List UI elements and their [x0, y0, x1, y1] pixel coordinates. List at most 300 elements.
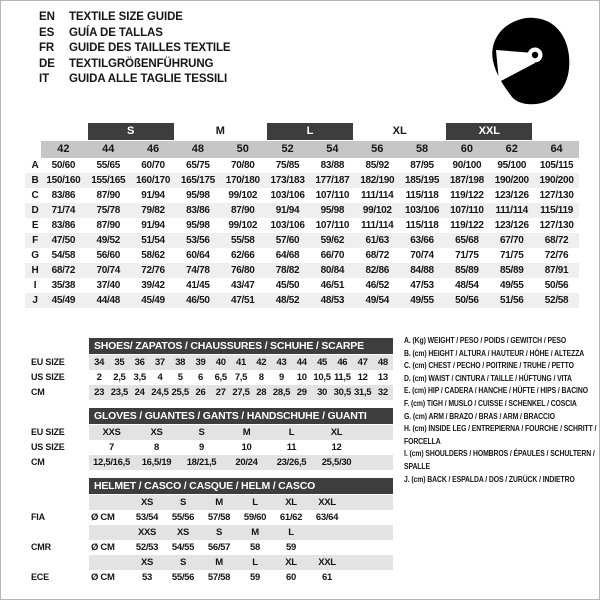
legend-entry: F. (cm) TIGH / MUSLO / CUISSE / SCHENKEL / COSCIA [404, 398, 577, 408]
size-value: 59 [286, 542, 296, 553]
row-band [89, 355, 393, 370]
unit-cell: Ø CM [91, 512, 115, 523]
measure-value: 50/56 [544, 280, 569, 291]
measure-value: 115/118 [405, 220, 439, 231]
measure-value: 87/90 [96, 220, 120, 231]
measure-value: 44/48 [96, 295, 120, 306]
size-value: XS [150, 427, 163, 438]
size-value: L [252, 497, 258, 508]
row-band [89, 540, 393, 555]
row-label: CM [31, 457, 45, 467]
measure-value: 51/56 [499, 295, 524, 306]
helmet-row [31, 570, 393, 585]
measure-value: 107/110 [315, 190, 350, 201]
numeric-size: 44 [86, 141, 131, 158]
textile-row-e [25, 218, 579, 233]
size-value: 53 [142, 572, 152, 583]
gloves-row [31, 455, 393, 470]
textile-size-table [25, 123, 579, 308]
measure-value: 45/50 [275, 280, 300, 291]
measure-value: 85/89 [455, 265, 479, 276]
size-value: 9 [199, 442, 204, 453]
size-value: 30,5 [333, 387, 351, 398]
table-header-row [31, 408, 393, 424]
legend-entry: E. (cm) HIP / CADERA / HANCHE / HÜFTE / HIPS / BACINO [404, 386, 588, 396]
helmet-row [31, 555, 393, 570]
size-value: 27,5 [232, 387, 250, 398]
size-value: 36 [134, 357, 145, 368]
size-value: 59 [250, 572, 260, 583]
measure-value: 99/102 [228, 190, 258, 201]
row-label [31, 525, 89, 540]
size-value: 4 [157, 372, 163, 383]
table-title-bar: HELMET / CASCO / CASQUE / HELM / CASCO [89, 478, 393, 494]
measure-value: 75/78 [96, 205, 120, 216]
legend-entry: D. (cm) WAIST / CINTURA / TAILLE / HÜFTUNG / VITA [404, 373, 572, 383]
size-value: 10 [241, 442, 252, 453]
measure-row-label: H [31, 265, 39, 276]
unit-cell: Ø CM [91, 542, 115, 553]
size-value: 61 [322, 572, 332, 583]
legend-entry: I. (cm) SHOULDERS / HOMBROS / ÉPAULES / SCHULTERN / SPALLE [404, 449, 595, 471]
size-value: 11 [286, 442, 297, 453]
language-line [39, 41, 231, 57]
measure-value: 83/86 [186, 205, 210, 216]
measure-value: 103/106 [270, 220, 305, 231]
measure-value: 48/54 [455, 280, 479, 291]
gloves-row [31, 440, 393, 455]
measure-value: 103/106 [270, 190, 305, 201]
size-value: 56/57 [207, 542, 231, 553]
table-header-row [31, 478, 393, 494]
measure-row-label: I [33, 280, 37, 291]
table-header-row [31, 338, 393, 354]
measure-value: 78/82 [275, 265, 300, 276]
row-label: EU SIZE [31, 357, 65, 367]
size-value: M [242, 427, 251, 438]
size-value: 24,5 [151, 387, 169, 398]
size-value: 10,5 [313, 372, 331, 383]
unit-cell [89, 555, 129, 570]
corner-cell [25, 141, 41, 158]
size-value: 54/55 [171, 542, 195, 553]
size-value: 37 [154, 357, 165, 368]
measure-value: 95/100 [497, 160, 527, 171]
measure-value: 45/49 [51, 295, 76, 306]
measure-value: 61/63 [365, 235, 389, 246]
measure-value: 99/102 [228, 220, 258, 231]
measure-value: 150/160 [46, 175, 81, 186]
measure-value: 82/86 [365, 265, 389, 276]
helmet-icon [490, 16, 572, 108]
measure-value: 63/66 [410, 235, 434, 246]
measure-row-label: A [31, 160, 39, 171]
size-value: 63/64 [315, 512, 339, 523]
measure-value: 50/56 [455, 295, 479, 306]
measure-value: 45/49 [141, 295, 165, 306]
gloves-row [31, 425, 393, 440]
numeric-size: 56 [355, 141, 400, 158]
size-value: XL [285, 497, 297, 508]
size-value: 23 [94, 387, 105, 398]
size-value: 46 [337, 357, 348, 368]
size-value: 39 [195, 357, 206, 368]
size-value: 18/21,5 [186, 457, 217, 468]
measure-value: 71/75 [499, 250, 524, 261]
textile-size-group-row [25, 123, 579, 141]
size-value: 5 [177, 372, 183, 383]
size-value: 24 [134, 387, 145, 398]
row-label [31, 495, 89, 510]
size-group-l: L [267, 123, 353, 140]
measure-value: 49/55 [499, 280, 524, 291]
numeric-size: 48 [175, 141, 220, 158]
size-value: 60 [286, 572, 296, 583]
helmet-row [31, 540, 393, 555]
guide-title: GUIDE DES TAILLES TEXTILE [69, 42, 231, 55]
size-value: 57/58 [207, 512, 231, 523]
measure-value: 43/47 [230, 280, 255, 291]
helmet-row [31, 525, 393, 540]
measure-value: 66/70 [320, 250, 345, 261]
measure-value: 49/54 [365, 295, 389, 306]
measure-value: 80/84 [320, 265, 345, 276]
measure-row-label: F [32, 235, 38, 246]
size-value: 41 [236, 357, 246, 368]
size-value: 44 [296, 357, 307, 368]
measure-value: 46/50 [186, 295, 210, 306]
measure-value: 111/114 [495, 205, 528, 216]
measure-value: 52/58 [544, 295, 569, 306]
textile-row-i [25, 278, 579, 293]
size-group-xl: XL [392, 125, 407, 137]
measure-value: 123/126 [494, 190, 529, 201]
measure-row-label: E [31, 220, 39, 231]
measure-value: 91/94 [275, 205, 300, 216]
measure-value: 83/86 [51, 220, 76, 231]
size-value: 16,5/19 [141, 457, 172, 468]
size-value: 42 [256, 357, 267, 368]
measure-value: 46/51 [320, 280, 345, 291]
table-title-bar: GLOVES / GUANTES / GANTS / HANDSCHUHE / GUANTI [89, 408, 393, 424]
textile-row-g [25, 248, 579, 263]
measure-value: 190/200 [494, 175, 529, 186]
size-value: 58 [250, 542, 260, 553]
header-spacer [31, 408, 89, 424]
guide-title: TEXTILE SIZE GUIDE [69, 11, 183, 23]
textile-row-b [25, 173, 579, 188]
size-value: XXS [137, 527, 157, 538]
row-band [89, 455, 393, 470]
size-value: 8 [154, 442, 159, 453]
size-value: M [251, 527, 259, 538]
measure-value: 115/118 [405, 190, 439, 201]
numeric-size: 62 [489, 141, 534, 158]
legend-entry: A. (Kg) WEIGHT / PESO / POIDS / GEWITCH / PESO [404, 336, 567, 345]
measure-value: 85/89 [499, 265, 524, 276]
measure-value: 47/50 [51, 235, 76, 246]
legend-entry: G. (cm) ARM / BRAZO / BRAS / ARM / BRACCIO [404, 411, 555, 421]
size-value: 8 [258, 372, 264, 383]
size-value: 12 [331, 442, 342, 453]
measure-value: 107/110 [315, 220, 350, 231]
size-value: 38 [175, 357, 186, 368]
measure-value: 111/114 [361, 190, 394, 201]
size-value: XXL [318, 497, 336, 508]
size-value: XXL [318, 557, 336, 568]
measure-value: 170/180 [225, 175, 260, 186]
row-band [89, 525, 393, 540]
shoes-row [31, 370, 393, 385]
measure-value: 91/94 [141, 190, 165, 201]
header-spacer [31, 338, 89, 354]
language-line [39, 26, 231, 42]
size-value: S [215, 527, 223, 538]
measure-value: 155/165 [91, 175, 126, 186]
measure-value: 84/88 [410, 265, 434, 276]
measure-value: 60/70 [141, 160, 165, 171]
gloves-size-table [31, 408, 393, 470]
measure-value: 75/85 [275, 160, 300, 171]
measure-value: 68/72 [365, 250, 389, 261]
textile-row-f [25, 233, 579, 248]
measure-value: 50/60 [51, 160, 76, 171]
measure-value: 70/74 [410, 250, 434, 261]
size-value: 12,5/16,5 [93, 457, 130, 468]
size-group-m: M [215, 125, 225, 137]
size-value: 30 [317, 387, 328, 398]
size-value: 7 [109, 442, 114, 453]
measure-value: 119/122 [450, 220, 484, 231]
measure-value: 65/68 [455, 235, 479, 246]
textile-numeric-size-row [25, 141, 579, 158]
measure-value: 83/86 [51, 190, 76, 201]
measure-value: 55/65 [96, 160, 120, 171]
size-value: L [288, 427, 295, 438]
size-value: XL [330, 427, 343, 438]
size-value: 35 [114, 357, 125, 368]
measure-value: 127/130 [539, 190, 574, 201]
size-value: 55/56 [171, 572, 195, 583]
row-band [89, 510, 393, 525]
size-value: 43 [276, 357, 287, 368]
measure-value: 70/74 [96, 265, 120, 276]
measure-value: 71/75 [455, 250, 479, 261]
measure-value: 160/170 [136, 175, 171, 186]
measure-value: 47/51 [230, 295, 255, 306]
measure-row-label: J [32, 295, 38, 306]
language-code: ES [39, 26, 55, 39]
measure-value: 115/119 [540, 205, 574, 216]
measure-value: 49/55 [410, 295, 434, 306]
size-value: 13 [377, 372, 388, 383]
size-value: L [288, 527, 294, 538]
shoes-size-table [31, 338, 393, 400]
size-group-xxl: XXL [446, 123, 532, 140]
measure-value: 47/53 [410, 280, 434, 291]
size-value: 27 [215, 387, 226, 398]
numeric-size: 58 [400, 141, 445, 158]
measure-value: 58/62 [141, 250, 165, 261]
size-value: XS [176, 527, 190, 538]
unit-cell [89, 495, 129, 510]
size-value: 12 [357, 372, 368, 383]
size-value: 40 [215, 357, 226, 368]
size-value: S [179, 497, 187, 508]
size-value: M [215, 497, 223, 508]
language-line [39, 57, 231, 73]
measure-value: 185/195 [405, 175, 440, 186]
measure-value: 85/92 [365, 160, 389, 171]
numeric-size: 46 [131, 141, 176, 158]
size-value: 57/58 [207, 572, 231, 583]
row-band [89, 370, 393, 385]
measure-value: 95/98 [320, 205, 345, 216]
row-band [89, 495, 393, 510]
size-value: XS [140, 497, 154, 508]
legend-entry: B. (cm) HEIGHT / ALTURA / HAUTEUR / HÖHE / ALTEZZA [404, 348, 585, 358]
size-value: M [215, 557, 223, 568]
size-value: XL [285, 557, 297, 568]
measure-row-label: B [31, 175, 39, 186]
measure-value: 55/58 [230, 235, 255, 246]
size-value: 6 [197, 372, 203, 383]
measure-value: 64/68 [275, 250, 300, 261]
size-value: 48 [377, 357, 388, 368]
language-code: DE [39, 57, 55, 70]
row-band [89, 385, 393, 400]
measure-value: 51/54 [141, 235, 165, 246]
measure-value: 70/80 [230, 160, 255, 171]
legend-entry: J. (cm) BACK / ESPALDA / DOS / ZURÜCK / INDIETRO [404, 474, 575, 484]
measure-value: 76/80 [230, 265, 255, 276]
size-value: 23/26,5 [276, 457, 307, 468]
language-line [39, 10, 231, 26]
textile-row-d [25, 203, 579, 218]
size-value [309, 540, 345, 555]
header-spacer [31, 478, 89, 494]
language-line [39, 72, 231, 88]
measure-value: 49/52 [96, 235, 120, 246]
size-value: 34 [94, 357, 105, 368]
measure-value: 46/52 [365, 280, 389, 291]
size-value: S [179, 557, 187, 568]
row-band [89, 440, 393, 455]
measure-value: 87/91 [544, 265, 569, 276]
size-value: 10 [296, 372, 307, 383]
measure-value: 79/82 [141, 205, 165, 216]
size-value [309, 525, 345, 540]
measure-value: 54/58 [51, 250, 76, 261]
textile-row-j [25, 293, 579, 308]
measure-value: 53/56 [186, 235, 210, 246]
measure-value: 187/198 [449, 175, 484, 186]
measure-value: 95/98 [186, 220, 210, 231]
guide-title: GUÍA DE TALLAS [69, 26, 163, 39]
size-value: XS [140, 557, 154, 568]
row-band [89, 425, 393, 440]
language-code: FR [39, 42, 55, 55]
size-value: XXS [102, 427, 121, 438]
unit-cell: Ø CM [91, 572, 115, 583]
helmet-row [31, 495, 393, 510]
measure-value: 74/78 [186, 265, 210, 276]
measure-value: 48/52 [275, 295, 300, 306]
measure-value: 39/42 [141, 280, 165, 291]
measure-value: 37/40 [96, 280, 120, 291]
measure-value: 95/98 [186, 190, 210, 201]
row-band [89, 570, 393, 585]
row-label: US SIZE [31, 442, 65, 452]
measure-value: 87/90 [230, 205, 255, 216]
textile-row-a [25, 158, 579, 173]
row-label: CMR [31, 542, 51, 552]
size-value: 53/54 [135, 512, 159, 523]
size-value: 20/24 [235, 457, 258, 468]
numeric-size: 60 [444, 141, 489, 158]
measure-value: 35/38 [51, 280, 76, 291]
measure-value: 72/76 [141, 265, 165, 276]
measure-value: 103/106 [405, 205, 440, 216]
measure-value: 182/190 [360, 175, 395, 186]
measure-value: 83/88 [320, 160, 345, 171]
size-value: 9 [279, 372, 285, 383]
row-label: FIA [31, 512, 45, 522]
measure-value: 177/187 [315, 175, 350, 186]
guide-title: TEXTILGRÖßENFÜHRUNG [69, 57, 214, 70]
measure-value: 41/45 [186, 280, 210, 291]
measure-value: 62/66 [230, 250, 255, 261]
row-label: EU SIZE [31, 427, 65, 437]
size-value: 29 [296, 387, 307, 398]
measure-value: 173/183 [270, 175, 305, 186]
measure-value: 68/72 [51, 265, 76, 276]
unit-cell [89, 525, 129, 540]
measure-row-label: C [31, 190, 39, 201]
numeric-size: 52 [265, 141, 310, 158]
table-title-bar: SHOES/ ZAPATOS / CHAUSSURES / SCHUHE / SCARPE [89, 338, 393, 354]
size-value: 52/53 [135, 542, 159, 553]
language-title-block [39, 10, 231, 88]
size-value: 28 [256, 387, 267, 398]
numeric-size: 42 [41, 141, 86, 158]
size-value: 25,5 [171, 387, 189, 398]
measure-value: 165/175 [180, 175, 215, 186]
size-value: 28,5 [272, 387, 291, 398]
measurement-legend [404, 335, 597, 486]
guide-title: GUIDA ALLE TAGLIE TESSILI [69, 73, 228, 86]
helmet-row [31, 510, 393, 525]
measure-value: 105/115 [539, 160, 574, 171]
helmet-size-table [31, 478, 393, 585]
measure-value: 67/70 [499, 235, 524, 246]
language-code: EN [39, 11, 55, 23]
measure-value: 71/74 [51, 205, 76, 216]
measure-value: 65/75 [186, 160, 210, 171]
size-value: 59/60 [243, 512, 267, 523]
measure-value: 72/76 [544, 250, 569, 261]
measure-row-label: G [31, 250, 39, 261]
numeric-size: 54 [310, 141, 355, 158]
measure-value: 123/126 [494, 220, 529, 231]
measure-value: 87/95 [410, 160, 434, 171]
row-band [89, 555, 393, 570]
measure-value: 119/122 [450, 190, 484, 201]
shoes-row [31, 385, 393, 400]
row-label: CM [31, 387, 45, 397]
measure-value: 90/100 [452, 160, 482, 171]
size-value: 7,5 [234, 372, 248, 383]
